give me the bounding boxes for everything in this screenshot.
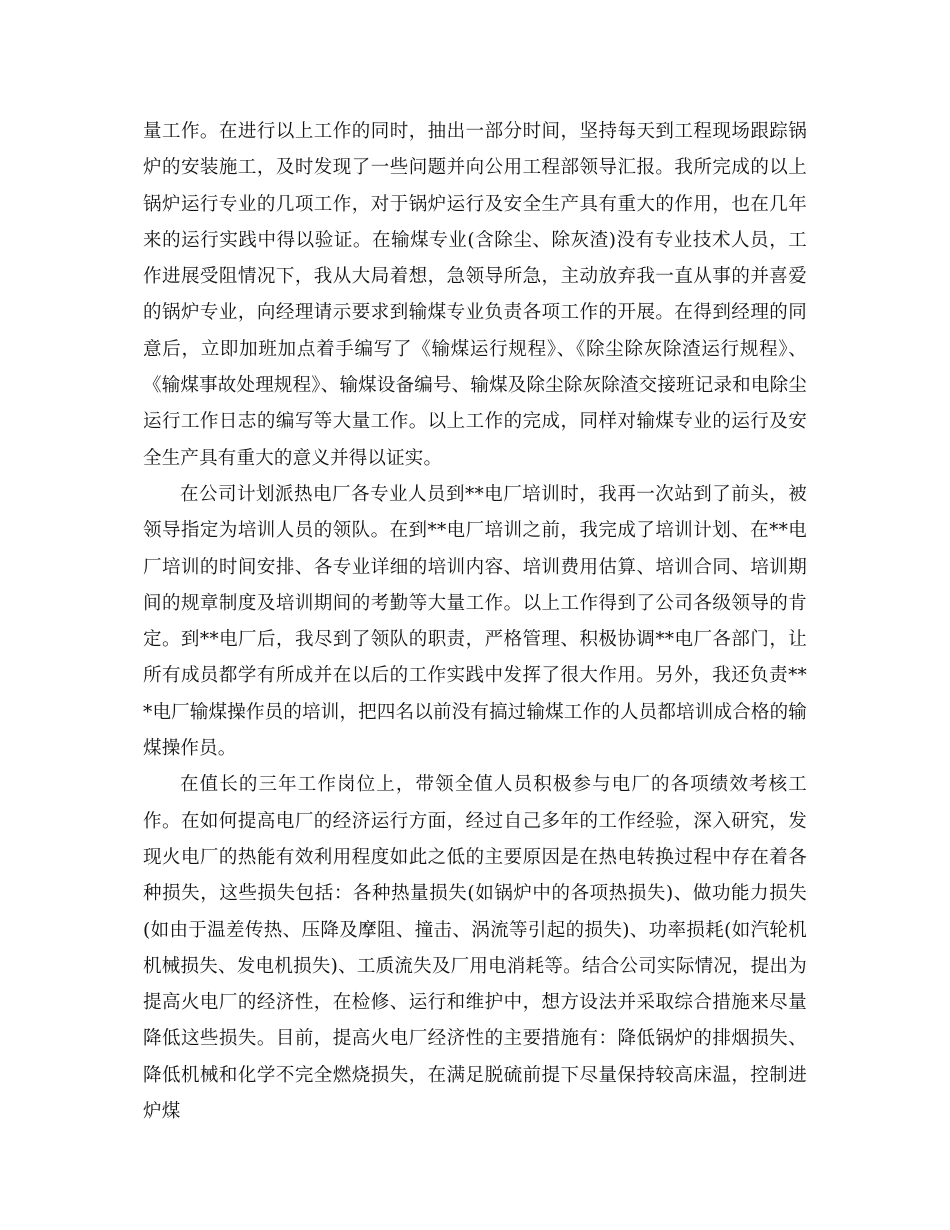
document-body [143, 114, 807, 1130]
paragraph-1: 量工作。在进行以上工作的同时，抽出一部分时间，坚持每天到工程现场跟踪锅炉的安装施工，及时发现了一些问题并向公用工程部领导汇报。我所完成的以上锅炉运行专业的几项工作，对于锅炉运行及安全生产具有重大的作用，也在几年来的运行实践中得以验证。在输煤专业(含除尘、除灰渣)没有专业技术人员，工作进展受阻情况下，我从大局着想，急领导所急，主动放弃我一直从事的并喜爱的锅炉专业，向经理请示要求到输煤专业负责各项工作的开展。在得到经理的同意后，立即加班加点着手编写了《输煤运行规程》、《除尘除灰除渣运行规程》、《输煤事故处理规程》、输煤设备编号、输煤及除尘除灰除渣交接班记录和电除尘运行工作日志的编写等大量工作。以上工作的完成，同样对输煤专业的运行及安全生产具有重大的意义并得以证实。 [143, 121, 807, 469]
paragraph-3: 在值长的三年工作岗位上，带领全值人员积极参与电厂的各项绩效考核工作。在如何提高电厂的经济运行方面，经过自己多年的工作经验，深入研究，发现火电厂的热能有效利用程度如此之低的主要原因是在热电转换过程中存在着各种损失，这些损失包括：各种热量损失(如锅炉中的各项热损失)、做功能力损失(如由于温差传热、压降及摩阻、撞击、涡流等引起的损失)、功率损耗(如汽轮机机械损失、发电机损失)、工质流失及厂用电消耗等。结合公司实际情况，提出为提高火电厂的经济性，在检修、运行和维护中，想方设法并采取综合措施来尽量降低这些损失。目前，提高火电厂经济性的主要措施有：降低锅炉的排烟损失、降低机械和化学不完全燃烧损失，在满足脱硫前提下尽量保持较高床温，控制进炉煤 [143, 774, 807, 1123]
paragraph-2: 在公司计划派热电厂各专业人员到**电厂培训时，我再一次站到了前头，被领导指定为培训人员的领队。在到**电厂培训之前，我完成了培训计划、在**电厂培训的时间安排、各专业详细的培训内容、培训费用估算、培训合同、培训期间的规章制度及培训期间的考勤等大量工作。以上工作得到了公司各级领导的肯定。到**电厂后，我尽到了领队的职责，严格管理、积极协调**电厂各部门，让所有成员都学有所成并在以后的工作实践中发挥了很大作用。另外，我还负责***电厂输煤操作员的培训，把四名以前没有搞过输煤工作的人员都培训成合格的输煤操作员。 [143, 483, 807, 760]
